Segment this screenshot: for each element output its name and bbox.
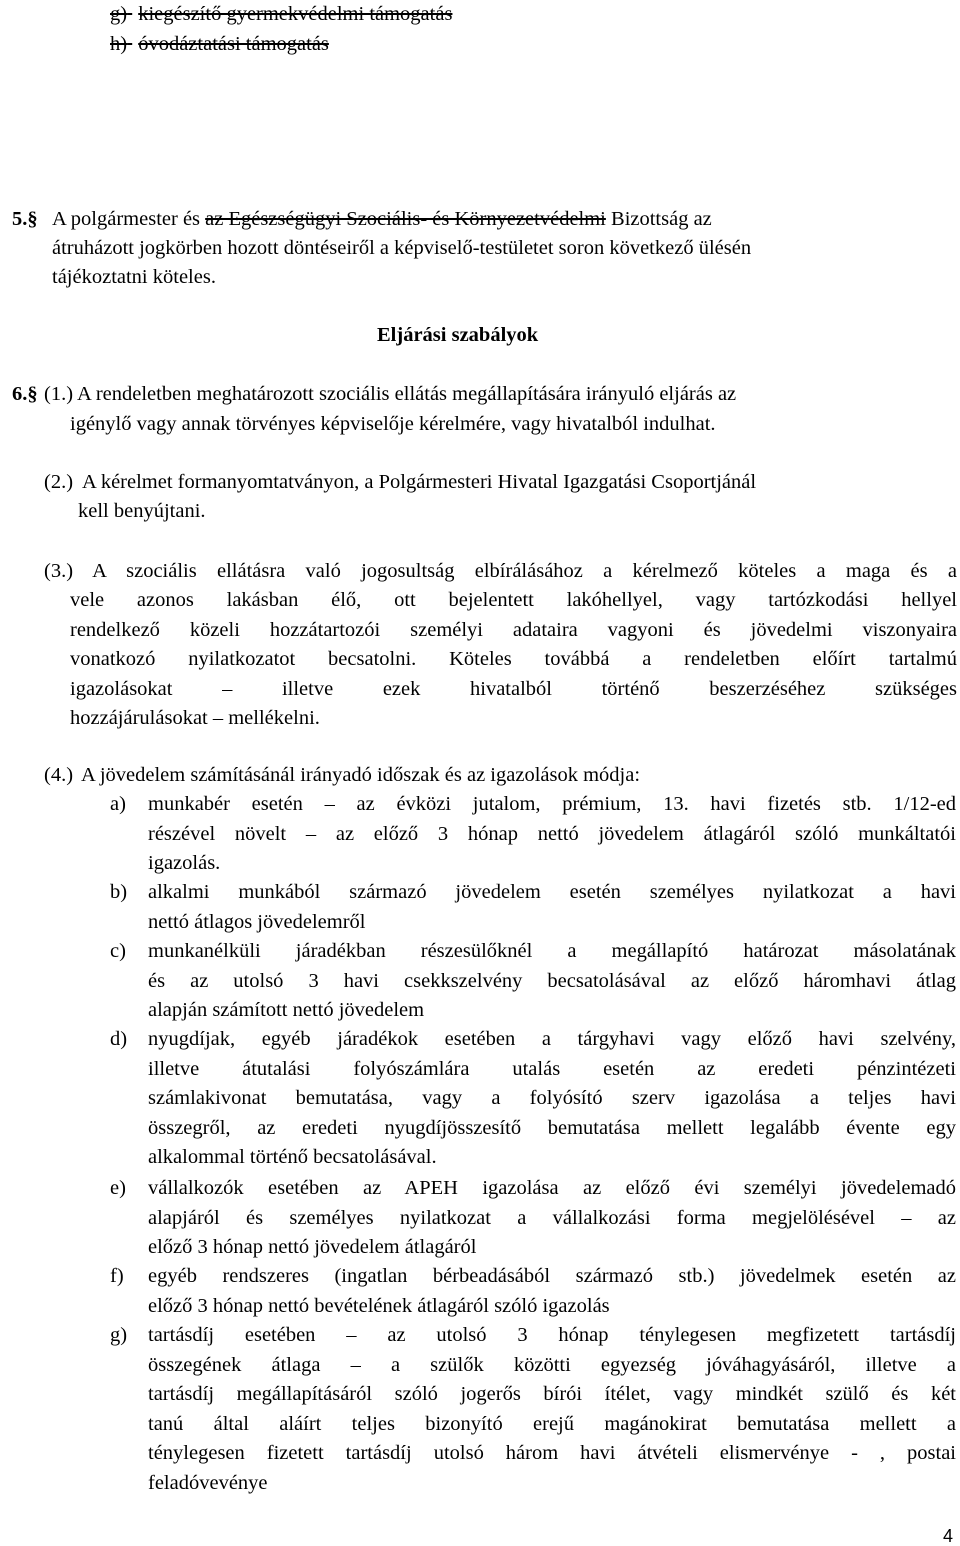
section-5-line-3: tájékoztatni köteles. — [52, 266, 216, 288]
paragraph-2-line-2: kell benyújtani. — [78, 500, 206, 522]
paragraph-1-line-1: (1.) A rendeletben meghatározott szociális ellátás megállapítására irányuló eljárás az — [44, 383, 737, 405]
list-item-line: tartásdíj esetében – az utolsó 3 hónap ténylegesen megfizetett tartásdíj — [148, 1324, 956, 1346]
list-item-line: előző 3 hónap nettó bevételének átlagáról szóló igazolás — [148, 1295, 610, 1317]
list-item-marker: b) — [110, 881, 128, 903]
list-item-line: összegről, az eredeti nyugdíjösszesítő bemutatása mellett legalább évente egy — [148, 1117, 956, 1139]
list-item-line: előző 3 hónap nettó jövedelem átlagáról — [148, 1236, 477, 1258]
paragraph-2-number: (2.) — [44, 471, 74, 493]
list-item-marker: f) — [110, 1265, 124, 1287]
paragraph-1-number: (1.) — [44, 383, 74, 405]
list-item-line: vállalkozók esetében az APEH igazolása az előző évi személyi jövedelemadó — [148, 1177, 956, 1199]
struck-committee-name: az Egészségügyi Szociális- és Környezetvédelmi — [205, 208, 606, 230]
list-item-line: és az utolsó 3 havi csekkszelvény becsatolásával az előző háromhavi átlag — [148, 970, 956, 992]
list-item-marker: d) — [110, 1028, 128, 1050]
paragraph-1-line-2: igénylő vagy annak törvényes képviselője kérelmére, vagy hivatalból indulhat. — [70, 413, 716, 435]
paragraph-3-line: rendelkező közeli hozzátartozói személyi adataira vagyoni és jövedelmi viszonyaira — [70, 619, 957, 641]
list-item-marker: g) — [110, 1324, 128, 1346]
list-item-line: alapjáról és személyes nyilatkozat a vállalkozási forma megjelölésével – az — [148, 1207, 956, 1229]
list-text: kiegészítő gyermekvédelmi támogatás — [138, 3, 453, 25]
list-item-line: igazolás. — [148, 852, 221, 874]
list-marker: g) — [110, 3, 128, 25]
list-item-line: számlakivonat bemutatása, vagy a folyósító szerv igazolása a teljes havi — [148, 1087, 956, 1109]
section-6-number: 6.§ — [12, 383, 38, 405]
paragraph-4-line-1: (4.) A jövedelem számításánál irányadó időszak és az igazolások módja: — [44, 764, 641, 786]
list-marker: h) — [110, 33, 128, 55]
list-item-line: feladóvevénye — [148, 1472, 268, 1494]
list-item-line: munkabér esetén – az évközi jutalom, prémium, 13. havi fizetés stb. 1/12-ed — [148, 793, 956, 815]
paragraph-3-number: (3.) — [44, 560, 74, 582]
list-item-h-deleted — [110, 34, 329, 55]
list-item-line: tanú által aláírt teljes bizonyító erejű magánokirat bemutatása mellett a — [148, 1413, 956, 1435]
list-item-line: alkalmi munkából származó jövedelem esetén személyes nyilatkozat a havi — [148, 881, 956, 903]
section-5-number: 5.§ — [12, 208, 38, 230]
paragraph-3-line: vonatkozó nyilatkozatot becsatolni. Köteles továbbá a rendeletben előírt tartalmú — [70, 648, 957, 670]
list-item-marker: c) — [110, 940, 126, 962]
page-number: 4 — [943, 1526, 954, 1546]
list-item-marker: a) — [110, 793, 126, 815]
paragraph-3-line: hozzájárulásokat – mellékelni. — [70, 707, 320, 729]
list-item-line: munkanélküli járadékban részesülőknél a megállapító határozat másolatának — [148, 940, 956, 962]
list-item-line: nyugdíjak, egyéb járadékok esetében a tárgyhavi vagy előző havi szelvény, — [148, 1028, 956, 1050]
paragraph-3-line-1: (3.) A szociális ellátásra való jogosultság elbírálásához a kérelmező köteles a maga és a — [44, 560, 957, 582]
list-item-line: alapján számított nettó jövedelem — [148, 999, 425, 1021]
list-item-g-deleted — [110, 4, 452, 25]
list-item-marker: e) — [110, 1177, 126, 1199]
paragraph-4-number: (4.) — [44, 764, 74, 786]
list-item-line: tartásdíj megállapításáról szóló jogerős bírói ítélet, vagy mindkét szülő és két — [148, 1383, 956, 1405]
list-text: óvodáztatási támogatás — [138, 33, 329, 55]
paragraph-3-line: vele azonos lakásban élő, ott bejelentett lakóhellyel, vagy tartózkodási hellyel — [70, 589, 957, 611]
list-item-line: nettó átlagos jövedelemről — [148, 911, 366, 933]
list-item-line: alkalommal történő becsatolásával. — [148, 1146, 437, 1168]
section-heading: Eljárási szabályok — [377, 324, 539, 346]
section-5-line-2: átruházott jogkörben hozott döntéseiről a képviselő-testületet soron következő ülésén — [52, 237, 752, 259]
section-5-line-1: A polgármester és az Egészségügyi Szociális- és Környezetvédelmi Bizottság az — [52, 208, 712, 230]
list-item-line: összegének átlaga – a szülők közötti egyezség jóváhagyásáról, illetve a — [148, 1354, 956, 1376]
paragraph-3-line: igazolásokat – illetve ezek hivatalból történő beszerzéséhez szükséges — [70, 678, 957, 700]
list-item-line: illetve átutalási folyószámlára utalás esetén az eredeti pénzintézeti — [148, 1058, 956, 1080]
list-item-line: ténylegesen fizetett tartásdíj utolsó három havi átvételi elismervénye - , postai — [148, 1442, 956, 1464]
list-item-line: egyéb rendszeres (ingatlan bérbeadásából származó stb.) jövedelmek esetén az — [148, 1265, 956, 1287]
paragraph-2-line-1: (2.) A kérelmet formanyomtatványon, a Polgármesteri Hivatal Igazgatási Csoportjánál — [44, 471, 757, 493]
list-item-line: részével növelt – az előző 3 hónap nettó jövedelem átlagáról szóló munkáltatói — [148, 823, 956, 845]
